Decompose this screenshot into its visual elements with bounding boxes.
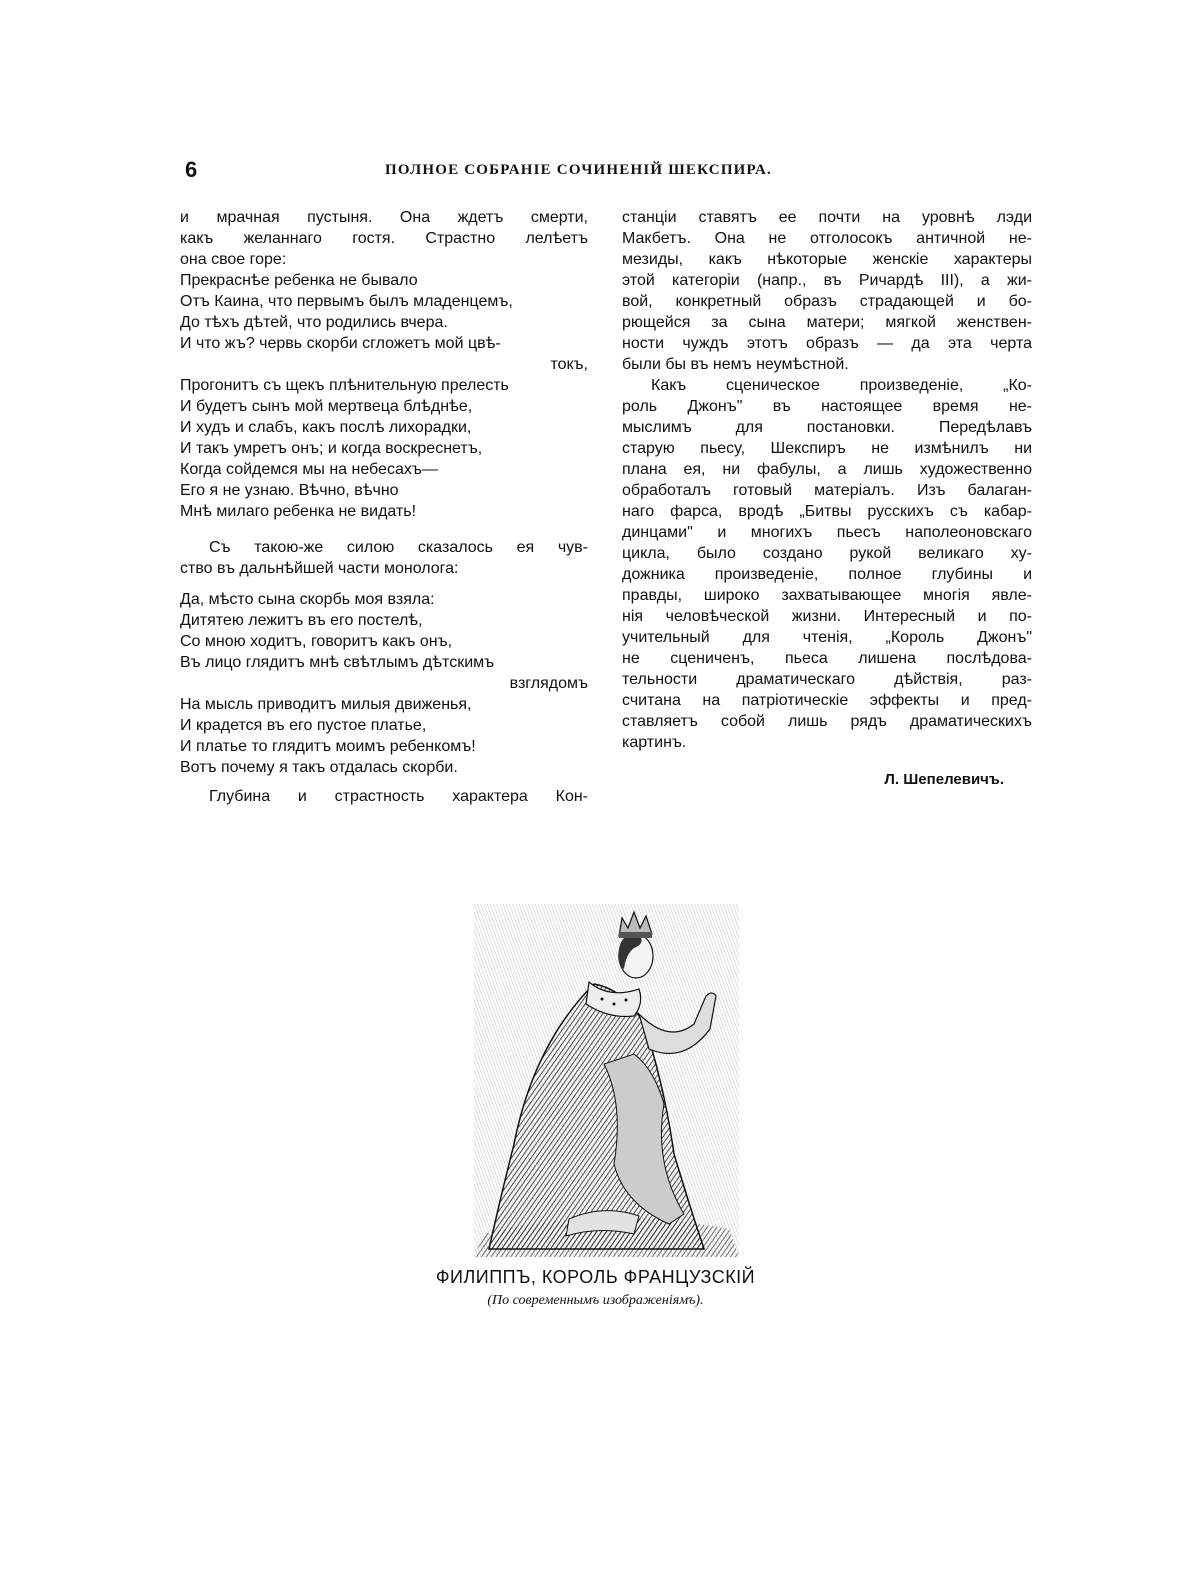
text-line: не сцениченъ, пьеса лишена послѣдова-: [622, 650, 1032, 667]
verse-line: И такъ умретъ онъ; и когда воскреснетъ,: [180, 440, 483, 457]
text-line: мыслимъ для постановки. Передѣлавъ: [622, 419, 1032, 436]
verse-line: Прогонитъ съ щекъ плѣнительную прелесть: [180, 377, 509, 394]
text-line: ставляетъ собой лишь рядъ драматическихъ: [622, 713, 1032, 730]
right-column: [622, 207, 1032, 790]
text-line: рющейся за сына матери; мягкой женствен-: [622, 314, 1032, 331]
verse-carry: взглядомъ: [509, 675, 588, 692]
text-line: станціи ставятъ ее почти на уровнѣ лэди: [622, 209, 1032, 226]
text-line: правды, широко захватывающее многія явле-: [622, 587, 1032, 604]
verse-line: Мнѣ милаго ребенка не видать!: [180, 503, 417, 520]
figure-caption: ФИЛИППЪ, КОРОЛЬ ФРАНЦУЗСКІЙ: [435, 1267, 756, 1287]
running-title: ПОЛНОЕ СОБРАНІЕ СОЧИНЕНІЙ ШЕКСПИРА.: [385, 162, 772, 178]
text-line: ство въ дальнѣйшей части монолога:: [180, 560, 459, 577]
verse-line: Когда сойдемся мы на небесахъ—: [180, 461, 438, 478]
text-line: этой категоріи (напр., въ Ричардѣ III), а жи-: [622, 272, 1032, 289]
verse-line: До тѣхъ дѣтей, что родились вчера.: [180, 314, 448, 331]
left-column: [180, 207, 588, 807]
text-line: цикла, было создано рукой великаго ху-: [622, 545, 1032, 562]
author-signature: Л. Шепелевичъ.: [884, 771, 1004, 788]
text-line: какъ желаннаго гостя. Страстно лелѣетъ: [180, 230, 588, 247]
text-line: Какъ сценическое произведеніе, „Ко-: [651, 377, 1032, 394]
page-header: [185, 157, 1040, 185]
verse-line: Дитятею лежитъ въ его постелѣ,: [180, 612, 423, 629]
text-line: и мрачная пустыня. Она ждетъ смерти,: [180, 209, 588, 226]
verse-line: И худъ и слабъ, какъ послѣ лихорадки,: [180, 419, 472, 436]
verse-line: Со мною ходитъ, говоритъ какъ онъ,: [180, 633, 453, 650]
verse-line: Прекраснѣе ребенка не бывало: [180, 272, 418, 289]
king-engraving-illustration: [474, 904, 739, 1257]
text-line: роль Джонъ" въ настоящее время не-: [622, 398, 1032, 415]
text-line: ности чуждъ этотъ образъ — да эта черта: [622, 335, 1032, 352]
text-line: плана ея, ни фабулы, а лишь художественно: [622, 461, 1032, 478]
text-line: Глубина и страстность характера Кон-: [209, 788, 588, 805]
figure-subcaption: (По современнымъ изображеніямъ).: [487, 1293, 704, 1308]
verse-line: На мысль приводитъ милыя движенья,: [180, 696, 472, 713]
text-line: тельности драматическаго дѣйствія, раз-: [622, 671, 1032, 688]
text-line: наго фарса, вродѣ „Битвы русскихъ съ кабар-: [622, 503, 1032, 520]
verse-line: И что жъ? червь скорби сгложетъ мой цвѣ-: [180, 335, 501, 352]
text-line: Макбетъ. Она не отголосокъ античной не-: [622, 230, 1032, 247]
text-line: она свое горе:: [180, 251, 287, 268]
text-line: считана на патріотическіе эффекты и пред-: [622, 692, 1032, 709]
verse-line: И крадется въ его пустое платье,: [180, 717, 427, 734]
verse-line: Вотъ почему я такъ отдалась скорби.: [180, 759, 458, 776]
text-line: учительный для чтенія, „Король Джонъ": [622, 629, 1032, 646]
text-line: были бы въ немъ неумѣстной.: [622, 356, 849, 373]
text-line: динцами" и многихъ пьесъ наполеоновскаго: [622, 524, 1032, 541]
verse-line: Его я не узнаю. Вѣчно, вѣчно: [180, 482, 399, 499]
verse-line: Да, мѣсто сына скорбь моя взяла:: [180, 591, 435, 608]
verse-carry: токъ,: [550, 356, 588, 373]
text-line: обработалъ готовый матеріалъ. Изъ балаган-: [622, 482, 1032, 499]
text-line: Съ такою-же силою сказалось ея чув-: [209, 539, 588, 556]
text-line: нія человѣческой жизни. Интересный и по-: [622, 608, 1032, 625]
text-line: мезиды, какъ нѣкоторые женскіе характеры: [622, 251, 1032, 268]
text-line: картинъ.: [622, 734, 687, 751]
text-line: дожника произведеніе, полное глубины и: [622, 566, 1032, 583]
verse-line: Въ лицо глядитъ мнѣ свѣтлымъ дѣтскимъ: [180, 654, 495, 671]
page-number: 6: [185, 157, 198, 182]
verse-line: И будетъ сынъ мой мертвеца блѣднѣе,: [180, 398, 473, 415]
verse-line: И платье то глядитъ моимъ ребенкомъ!: [180, 738, 476, 755]
text-line: вой, конкретный образъ страдающей и бо-: [622, 293, 1032, 310]
text-line: старую пьесу, Шекспиръ не измѣнилъ ни: [622, 440, 1032, 457]
verse-line: Отъ Каина, что первымъ былъ младенцемъ,: [180, 293, 513, 310]
